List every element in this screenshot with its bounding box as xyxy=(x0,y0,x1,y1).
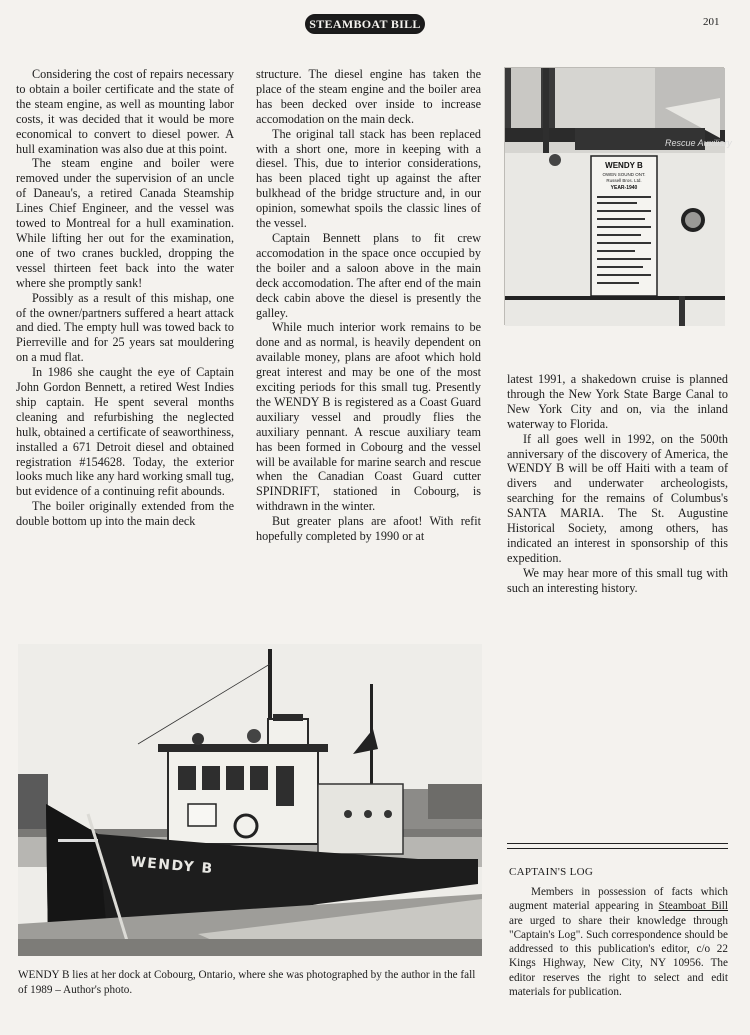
photo-plaque xyxy=(504,67,732,325)
masthead-title: STEAMBOAT BILL xyxy=(309,16,421,31)
article-column-1 xyxy=(16,67,234,529)
hull-name: WENDY B xyxy=(129,854,215,878)
auxiliary-sign-text: Rescue Auxiliary xyxy=(665,138,732,148)
photo-caption: WENDY B lies at her dock at Cobourg, Ontario, where she was photographed by the author in the fall of 1989 – Author's photo. xyxy=(18,969,476,996)
paragraph: Possibly as a result of this mishap, one of the owner/partners suffered a heart attack and died. The empty hull was towed back to Pierreville and for 25 years sat mouldering on a mud flat. xyxy=(16,290,234,365)
paragraph: The steam engine and boiler were removed under the supervision of an uncle of Daneau's, a retired Canada Steamship Lines Chief Engineer, and the vessel was towed to Montreal for a hull examination. While lifting her out for the examination, one of two cranes buckled, dropping the vessel thirteen feet back into the water where she promptly sank! xyxy=(16,156,234,290)
plaque-name: WENDY B xyxy=(605,161,643,170)
plaque-photo-illustration xyxy=(505,68,732,326)
captains-log-title: CAPTAIN'S LOG xyxy=(509,866,594,878)
captains-log-text xyxy=(509,885,728,999)
article-column-3 xyxy=(507,372,728,596)
plaque-line: YEAR-1940 xyxy=(610,185,638,191)
plaque-line: OWEN SOUND ONT. xyxy=(602,172,646,177)
captains-log-text-part: are urged to share their knowledge through "Captain's Log". Such correspondence should be addressed to this publication's editor, c/o 22 Kings Highway, New City, NY 10956. The editor reserves the right to select and edit materials for publication. xyxy=(509,914,728,999)
paragraph: structure. The diesel engine has taken the place of the steam engine and the boiler area has been decked over inside to increase accomodation on the main deck. xyxy=(256,67,481,126)
divider xyxy=(507,848,728,849)
paragraph: If all goes well in 1992, on the 500th anniversary of the discovery of America, the WENDY B will be off Haiti with a team of divers and underwater archeologists, searching for the remains of Columbus's SANTA MARIA. The St. Augustine Historical Society, among others, has indicated an interest in sponsorship of this expedition. xyxy=(507,431,728,565)
paragraph: Captain Bennett plans to fit crew accomodation in the space once occupied by the boiler and a saloon above in the main deck accomodation. The after end of the main deck cabin above the diesel is presently the galley. xyxy=(256,230,481,320)
photo-tug-at-dock xyxy=(18,644,482,956)
paragraph: The boiler originally extended from the double bottom up into the main deck xyxy=(16,499,234,529)
paragraph: In 1986 she caught the eye of Captain John Gordon Bennett, a retired West Indies ship captain. He spent several months cleaning and refurbishing the neglected hulk, obtained a certificate of seaworthiness, installed a 671 Detroit diesel and obtained registration #154628. Today, the exterior looks much like any hard working small tug, but evidence of a continuing refit abounds. xyxy=(16,365,234,499)
publication-name: Steamboat Bill xyxy=(658,900,729,913)
paragraph: While much interior work remains to be done and as normal, is heavily dependent on available money, plans are afoot which hold great interest and may be one of the most exciting periods for this small tug. Presently the WENDY B is registered as a Coast Guard auxiliary vessel and proudly flies the auxiliary pennant. A rescue auxiliary team has been formed in Cobourg and the vessel will be available for marine search and rescue when the Canadian Coast Guard cutter SPINDRIFT, stationed in Cobourg, is withdrawn in the winter. xyxy=(256,320,481,514)
paragraph: latest 1991, a shakedown cruise is planned through the New York State Barge Canal to New York City and on, via the inland waterway to Florida. xyxy=(507,372,728,431)
page-number: 201 xyxy=(703,16,720,28)
divider xyxy=(507,843,728,844)
article-column-2 xyxy=(256,67,481,544)
captains-log-text-part: Members in possession of facts which augment material appearing in xyxy=(509,886,728,913)
paragraph: Considering the cost of repairs necessary to obtain a boiler certificate and the state of the steam engine, as well as mounting labor costs, it was decided that it would be more economical to convert to diesel power. A hull examination was also due at this point. xyxy=(16,67,234,156)
paragraph: But greater plans are afoot! With refit hopefully completed by 1990 or at xyxy=(256,514,481,544)
plaque-line: Russell Bros. Ltd. xyxy=(606,178,642,183)
paragraph: We may hear more of this small tug with such an interesting history. xyxy=(507,565,728,595)
tug-photo-illustration xyxy=(18,644,482,956)
masthead-badge xyxy=(305,14,425,34)
paragraph: The original tall stack has been replaced with a short one, more in keeping with a diesel. This, due to interior considerations, has been placed tight up against the after bulkhead of the bridge structure and, in our opinion, somewhat spoils the classic lines of the vessel. xyxy=(256,126,481,231)
